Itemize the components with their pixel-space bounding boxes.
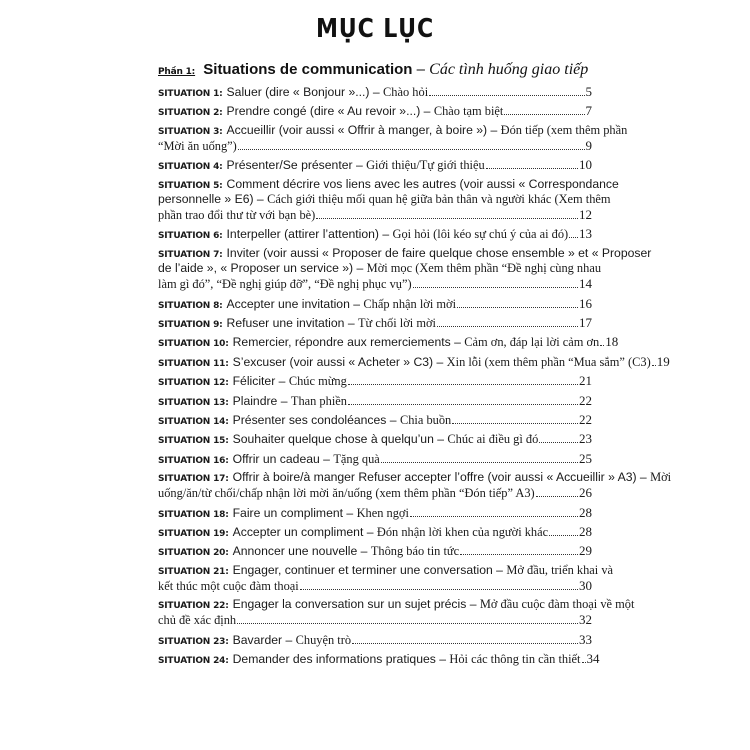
entry-text xyxy=(227,297,456,312)
dot-leader xyxy=(316,218,578,219)
entry-text-french: Présenter ses condoléances – xyxy=(232,412,400,427)
entry-text-vietnamese: Mời xyxy=(650,470,672,485)
situation-label: SITUATION 10: xyxy=(158,339,229,350)
toc-entry xyxy=(158,470,672,501)
entry-text-vietnamese: Mở đầu, triển khai và xyxy=(506,562,614,577)
page-number: 33 xyxy=(579,631,592,647)
situation-label: SITUATION 17: xyxy=(158,474,229,485)
entry-text xyxy=(227,158,485,173)
entry-text-vietnamese: Tặng quà xyxy=(333,451,380,466)
toc-entry xyxy=(158,505,592,520)
toc-entry xyxy=(158,543,592,558)
toc-entry-line xyxy=(158,393,592,408)
entry-text xyxy=(227,123,628,138)
entry-text xyxy=(233,394,347,409)
entry-text xyxy=(233,335,600,350)
page-number: 22 xyxy=(579,411,592,427)
entry-text-french: de l’aide », « Proposer un service ») – xyxy=(158,261,367,276)
situation-label: SITUATION 7: xyxy=(158,249,223,260)
page-number: 17 xyxy=(579,315,592,331)
entry-text-vietnamese: Chúc ai điều gì đó xyxy=(447,432,539,447)
entry-text-vietnamese: Chấp nhận lời mời xyxy=(363,296,457,311)
page-number: 18 xyxy=(605,334,619,350)
situation-label: SITUATION 22: xyxy=(158,601,229,612)
entry-text-french: Annoncer une nouvelle – xyxy=(232,544,371,559)
toc-entry xyxy=(158,353,670,369)
toc-entry-line xyxy=(158,276,592,291)
entry-text-french: Présenter/Se présenter – xyxy=(226,158,367,173)
page-number: 25 xyxy=(579,450,592,466)
situation-label: SITUATION 23: xyxy=(158,636,229,647)
situation-label: SITUATION 8: xyxy=(158,300,223,311)
page-number: 23 xyxy=(579,431,592,447)
entry-text xyxy=(227,227,569,242)
toc-entry-line xyxy=(158,353,670,369)
entry-text xyxy=(233,506,409,521)
situation-label: SITUATION 1: xyxy=(158,89,223,99)
toc-entry-line xyxy=(158,296,592,311)
toc-entry-line xyxy=(158,373,592,388)
entry-text: uống/ăn/từ chối/chấp nhận lời mời ăn/uống (xem thêm phần “Đón tiếp” A3) xyxy=(158,486,535,501)
toc-entry xyxy=(158,597,635,628)
entry-text-vietnamese: Chào hỏi xyxy=(383,85,429,99)
dot-leader xyxy=(582,662,586,663)
dot-leader xyxy=(238,149,585,150)
dot-leader xyxy=(569,237,578,238)
toc-entry-line xyxy=(158,226,592,241)
dot-leader xyxy=(300,589,578,590)
page-number: 26 xyxy=(579,485,592,501)
part-label: Phần 1: xyxy=(158,67,196,77)
dot-leader xyxy=(237,623,578,624)
entry-text: Inviter (voir aussi « Proposer de faire quelque chose ensemble » et « Proposer xyxy=(226,245,652,260)
dot-leader xyxy=(410,516,578,517)
entry-text-french: Souhaiter quelque chose à quelqu’un – xyxy=(232,432,448,447)
toc-entry-line xyxy=(158,651,600,667)
entry-text-french: Engager la conversation sur un sujet précis – xyxy=(232,597,480,612)
dot-leader xyxy=(539,442,578,443)
entry-text-vietnamese: Đón nhận lời khen của người khác xyxy=(376,524,549,539)
page-number: 9 xyxy=(585,137,592,153)
situation-label: SITUATION 9: xyxy=(158,320,223,331)
entry-text: phần trao đổi thư từ với bạn bè) xyxy=(158,208,316,223)
entry-text-vietnamese: Giới thiệu/Tự giới thiệu xyxy=(366,158,485,173)
toc-entry-line xyxy=(158,597,635,612)
entry-text-french: Refuser une invitation – xyxy=(226,316,358,331)
situation-label: SITUATION 19: xyxy=(158,528,229,539)
toc-entry-line xyxy=(158,334,619,350)
entry-text-french: Offrir un cadeau – xyxy=(232,451,334,466)
toc-entry-line xyxy=(158,578,592,593)
toc-entry-line xyxy=(158,632,592,647)
page-number: 28 xyxy=(579,504,592,520)
entry-text xyxy=(158,261,601,276)
situation-label: SITUATION 12: xyxy=(158,378,229,389)
entry-text-french: Interpeller (attirer l’attention) – xyxy=(226,227,393,242)
toc-entry-line xyxy=(158,470,672,485)
toc-entry xyxy=(158,412,592,427)
entry-text xyxy=(233,413,452,428)
toc-entry-line xyxy=(158,612,592,627)
situation-label: SITUATION 24: xyxy=(158,656,229,667)
part-heading xyxy=(158,61,628,79)
dot-leader xyxy=(413,287,578,288)
toc-entry-line xyxy=(158,157,592,172)
entry-text xyxy=(227,85,429,100)
dot-leader xyxy=(486,168,578,169)
entry-text-vietnamese: Xin lỗi (xem thêm phần “Mua sắm” (C3) xyxy=(446,354,651,369)
toc-entry-line xyxy=(158,412,592,427)
dot-leader xyxy=(437,326,578,327)
entry-text: chủ đề xác định xyxy=(158,613,237,628)
entry-text xyxy=(233,652,581,667)
page-title: MỤC LỤC xyxy=(315,14,435,44)
situation-label: SITUATION 13: xyxy=(158,397,229,408)
dot-leader xyxy=(452,423,578,424)
toc-entry-line xyxy=(158,191,611,207)
page-number: 22 xyxy=(579,392,592,408)
toc-entry-line xyxy=(158,84,592,99)
page-number: 32 xyxy=(579,612,592,628)
toc-entry-line xyxy=(158,524,592,539)
situation-label: SITUATION 15: xyxy=(158,436,229,447)
situation-label: SITUATION 11: xyxy=(158,358,229,369)
entry-text-vietnamese: Gọi hỏi (lôi kéo sự chú ý của ai đó) xyxy=(392,227,569,242)
page-number: 10 xyxy=(579,157,592,173)
toc-entry-line xyxy=(158,315,592,330)
page-number: 29 xyxy=(579,543,592,559)
entry-text: “Mời ăn uống”) xyxy=(158,138,237,153)
table-of-contents xyxy=(158,84,672,671)
page-number: 5 xyxy=(585,84,592,99)
entry-text: làm gì đó”, “Đề nghị giúp đỡ”, “Đề nghị phục vụ”) xyxy=(158,277,412,292)
situation-label: SITUATION 20: xyxy=(158,548,229,559)
page-number: 21 xyxy=(579,373,592,389)
entry-text xyxy=(233,633,351,648)
entry-text-french: Faire un compliment – xyxy=(232,505,357,520)
toc-entry xyxy=(158,451,592,466)
toc-entry xyxy=(158,84,592,99)
toc-entry-line xyxy=(158,176,619,192)
entry-text-vietnamese: Chia buồn xyxy=(399,412,452,427)
toc-entry-line xyxy=(158,207,592,222)
entry-text xyxy=(233,432,539,447)
dot-leader xyxy=(352,643,578,644)
entry-text xyxy=(233,563,613,578)
toc-entry xyxy=(158,393,592,408)
toc-entry xyxy=(158,524,592,539)
dot-leader xyxy=(348,384,578,385)
situation-label: SITUATION 5: xyxy=(158,180,223,191)
part-title-vietnamese: Các tình huống giao tiếp xyxy=(429,61,589,78)
entry-text-vietnamese: Mời mọc (Xem thêm phần “Đề nghị cùng nhau xyxy=(366,261,602,276)
toc-entry-line xyxy=(158,543,592,558)
toc-entry-line xyxy=(158,261,602,276)
part-title-french: Situations de communication xyxy=(203,61,413,78)
toc-entry xyxy=(158,245,652,292)
toc-entry-line xyxy=(158,505,592,520)
entry-text xyxy=(233,544,460,559)
situation-label: SITUATION 4: xyxy=(158,162,223,173)
toc-entry xyxy=(158,431,592,446)
page-number: 19 xyxy=(656,353,670,369)
page-number: 7 xyxy=(585,103,592,119)
toc-entry xyxy=(158,562,614,593)
toc-entry-line xyxy=(158,138,592,153)
entry-text-vietnamese: Than phiền xyxy=(290,393,347,408)
entry-text-french: Accepter un compliment – xyxy=(232,524,377,539)
entry-text-vietnamese: Cảm ơn, đáp lại lời cảm ơn xyxy=(464,335,600,350)
entry-text xyxy=(233,525,549,540)
toc-entry xyxy=(158,296,592,311)
dot-leader xyxy=(457,307,578,308)
entry-text xyxy=(233,470,672,485)
entry-text-vietnamese: Khen ngợi xyxy=(356,505,409,520)
entry-text xyxy=(158,192,611,207)
page-number: 30 xyxy=(579,577,592,593)
page-number: 28 xyxy=(579,523,592,539)
entry-text-french: Engager, continuer et terminer une conversation – xyxy=(232,562,507,577)
toc-entry xyxy=(158,632,592,647)
toc-entry xyxy=(158,103,592,118)
entry-text-vietnamese: Cách giới thiệu mối quan hệ giữa bản thân và người khác (Xem thêm xyxy=(267,191,611,206)
page-number: 34 xyxy=(586,651,600,667)
situation-label: SITUATION 2: xyxy=(158,108,223,119)
page-number: 16 xyxy=(579,295,592,311)
toc-entry-line xyxy=(158,245,652,261)
dot-leader xyxy=(600,345,604,346)
entry-text-vietnamese: Chuyện trò xyxy=(295,632,352,647)
toc-entry xyxy=(158,334,619,350)
situation-label: SITUATION 16: xyxy=(158,455,229,466)
entry-text-vietnamese: Đón tiếp (xem thêm phần xyxy=(500,122,628,137)
toc-entry xyxy=(158,122,628,153)
part-separator: – xyxy=(412,61,430,78)
page-number: 14 xyxy=(579,276,592,292)
entry-text-vietnamese: Chúc mừng xyxy=(288,374,347,389)
entry-text-vietnamese: Mở đầu cuộc đàm thoại về một xyxy=(479,597,635,612)
toc-entry xyxy=(158,373,592,388)
dot-leader xyxy=(536,496,578,497)
page-number: 12 xyxy=(579,207,592,223)
dot-leader xyxy=(549,535,578,536)
toc-entry-line xyxy=(158,451,592,466)
entry-text: Comment décrire vos liens avec les autres (voir aussi « Correspondance xyxy=(226,176,619,191)
toc-entry xyxy=(158,651,600,667)
entry-text xyxy=(233,452,380,467)
situation-label: SITUATION 6: xyxy=(158,231,223,242)
entry-text: kết thúc một cuộc đàm thoại xyxy=(158,578,299,593)
dot-leader xyxy=(429,95,584,96)
toc-entry xyxy=(158,176,619,223)
toc-entry xyxy=(158,226,592,241)
entry-text-french: Demander des informations pratiques – xyxy=(232,652,450,667)
toc-entry-line xyxy=(158,431,592,446)
entry-text xyxy=(233,374,347,389)
entry-text-vietnamese: Hỏi các thông tin cần thiết xyxy=(449,652,581,667)
situation-label: SITUATION 18: xyxy=(158,509,229,520)
entry-text-french: personnelle » E6) – xyxy=(158,191,268,206)
entry-text-french: Offrir à boire/à manger Refuser accepter l’offre (voir aussi « Accueillir » A3) – xyxy=(232,470,651,485)
entry-text-vietnamese: Từ chối lời mời xyxy=(357,316,436,331)
entry-text xyxy=(227,316,436,331)
dot-leader xyxy=(381,462,578,463)
entry-text-french: Féliciter – xyxy=(232,374,289,389)
entry-text xyxy=(233,355,651,370)
entry-text-french: Prendre congé (dire « Au revoir »...) – xyxy=(226,104,434,119)
toc-entry-line xyxy=(158,103,592,118)
entry-text-french: Accueillir (voir aussi « Offrir à manger, à boire ») – xyxy=(226,122,501,137)
entry-text-vietnamese: Chào tạm biệt xyxy=(433,104,504,119)
entry-text-vietnamese: Thông báo tin tức xyxy=(370,544,460,559)
entry-text-french: Accepter une invitation – xyxy=(226,296,364,311)
toc-entry xyxy=(158,315,592,330)
entry-text-french: Bavarder – xyxy=(232,632,296,647)
entry-text xyxy=(233,597,635,612)
toc-entry-line xyxy=(158,485,592,500)
toc-entry-line xyxy=(158,562,614,578)
entry-text-french: Remercier, répondre aux remerciements – xyxy=(232,335,465,350)
entry-text-french: S’excuser (voir aussi « Acheter » C3) – xyxy=(232,354,447,369)
toc-entry xyxy=(158,157,592,172)
dot-leader xyxy=(504,114,584,115)
dot-leader xyxy=(348,404,578,405)
dot-leader xyxy=(460,554,578,555)
entry-text-french: Plaindre – xyxy=(232,393,291,408)
page-number: 13 xyxy=(579,226,592,242)
entry-text-french: Saluer (dire « Bonjour »...) – xyxy=(226,85,384,99)
dot-leader xyxy=(652,365,656,366)
situation-label: SITUATION 21: xyxy=(158,566,229,577)
situation-label: SITUATION 14: xyxy=(158,416,229,427)
toc-entry-line xyxy=(158,122,628,138)
situation-label: SITUATION 3: xyxy=(158,126,223,137)
entry-text xyxy=(227,104,504,119)
